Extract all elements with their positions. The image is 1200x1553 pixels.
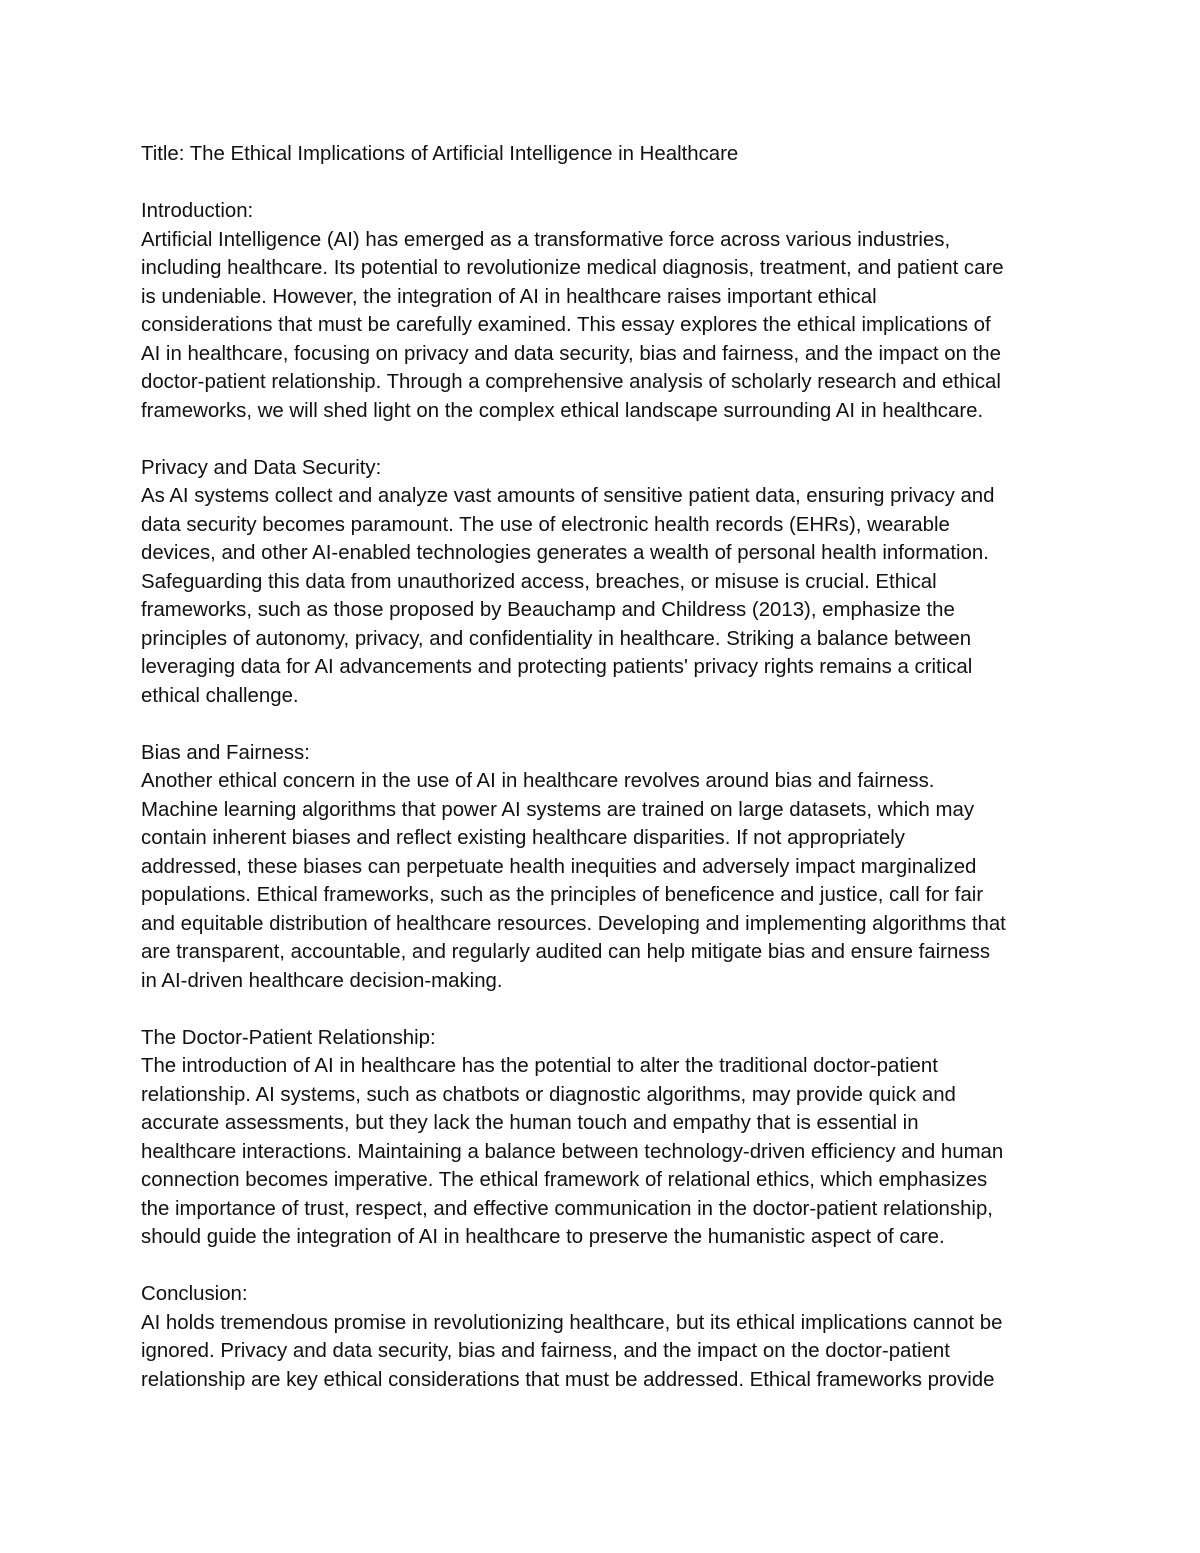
paragraph-line: in AI-driven healthcare decision-making.: [141, 969, 503, 992]
section-heading: Privacy and Data Security:: [141, 456, 382, 479]
paragraph-line: data security becomes paramount. The use of electronic health records (EHRs), wearable: [141, 513, 950, 536]
spacer: [141, 1252, 1066, 1281]
paragraph-line: devices, and other AI-enabled technologies generates a wealth of personal health information.: [141, 542, 989, 564]
section-conclusion: [141, 1280, 1066, 1394]
paragraph-line: including healthcare. Its potential to revolutionize medical diagnosis, treatment, and patient care: [141, 257, 1004, 279]
paragraph-line: populations. Ethical frameworks, such as the principles of beneficence and justice, call for fair: [141, 884, 984, 906]
paragraph-line: relationship are key ethical considerations that must be addressed. Ethical frameworks provide: [141, 1368, 995, 1391]
paragraph-line: Safeguarding this data from unauthorized access, breaches, or misuse is crucial. Ethical: [141, 570, 937, 593]
section-privacy-data-security: [141, 454, 1066, 711]
section-heading: Bias and Fairness:: [141, 741, 310, 764]
paragraph-line: As AI systems collect and analyze vast amounts of sensitive patient data, ensuring privacy and: [141, 485, 995, 507]
paragraph-line: Machine learning algorithms that power AI systems are trained on large datasets, which may: [141, 798, 975, 821]
paragraph-line: addressed, these biases can perpetuate health inequities and adversely impact marginalized: [141, 855, 977, 878]
spacer: [141, 995, 1066, 1024]
paragraph-line: frameworks, we will shed light on the complex ethical landscape surrounding AI in healthcare.: [141, 399, 984, 422]
paragraph-line: are transparent, accountable, and regularly audited can help mitigate bias and ensure fairness: [141, 941, 991, 963]
paragraph-line: Another ethical concern in the use of AI in healthcare revolves around bias and fairness.: [141, 770, 935, 792]
section-doctor-patient-relationship: [141, 1024, 1066, 1252]
paragraph-line: accurate assessments, but they lack the human touch and empathy that is essential in: [141, 1112, 919, 1134]
paragraph-line: ignored. Privacy and data security, bias and fairness, and the impact on the doctor-patient: [141, 1340, 950, 1362]
paragraph-line: AI holds tremendous promise in revolutionizing healthcare, but its ethical implications cannot be: [141, 1311, 1003, 1334]
document-page: [141, 140, 1066, 1394]
paragraph-line: leveraging data for AI advancements and protecting patients' privacy rights remains a critical: [141, 656, 973, 678]
paragraph-line: AI in healthcare, focusing on privacy and data security, bias and fairness, and the impact on the: [141, 342, 1001, 365]
paragraph-line: The introduction of AI in healthcare has the potential to alter the traditional doctor-patient: [141, 1055, 938, 1077]
paragraph-line: considerations that must be carefully examined. This essay explores the ethical implications of: [141, 314, 991, 336]
section-heading: Introduction:: [141, 200, 254, 222]
paragraph-line: should guide the integration of AI in healthcare to preserve the humanistic aspect of care.: [141, 1226, 945, 1248]
paragraph-line: doctor-patient relationship. Through a comprehensive analysis of scholarly research and ethical: [141, 371, 1001, 393]
paragraph-line: connection becomes imperative. The ethical framework of relational ethics, which emphasizes: [141, 1169, 988, 1191]
paragraph-line: principles of autonomy, privacy, and confidentiality in healthcare. Striking a balance between: [141, 627, 972, 650]
paragraph-line: ethical challenge.: [141, 684, 299, 707]
paragraph-line: is undeniable. However, the integration of AI in healthcare raises important ethical: [141, 285, 877, 308]
paragraph-line: frameworks, such as those proposed by Beauchamp and Childress (2013), emphasize the: [141, 599, 955, 621]
paragraph-line: the importance of trust, respect, and effective communication in the doctor-patient relationship,: [141, 1197, 993, 1220]
spacer: [141, 169, 1066, 198]
paragraph-line: and equitable distribution of healthcare resources. Developing and implementing algorithms that: [141, 912, 1006, 935]
section-heading: The Doctor-Patient Relationship:: [141, 1026, 436, 1049]
section-introduction: [141, 197, 1066, 425]
paragraph-line: healthcare interactions. Maintaining a balance between technology-driven efficiency and human: [141, 1140, 1004, 1163]
document-title: Title: The Ethical Implications of Artificial Intelligence in Healthcare: [141, 143, 739, 165]
paragraph-line: contain inherent biases and reflect existing healthcare disparities. If not appropriately: [141, 827, 905, 849]
section-bias-fairness: [141, 739, 1066, 996]
spacer: [141, 710, 1066, 739]
section-heading: Conclusion:: [141, 1283, 248, 1305]
paragraph-line: Artificial Intelligence (AI) has emerged as a transformative force across various industries,: [141, 228, 951, 251]
paragraph-line: relationship. AI systems, such as chatbots or diagnostic algorithms, may provide quick and: [141, 1083, 956, 1106]
spacer: [141, 425, 1066, 454]
